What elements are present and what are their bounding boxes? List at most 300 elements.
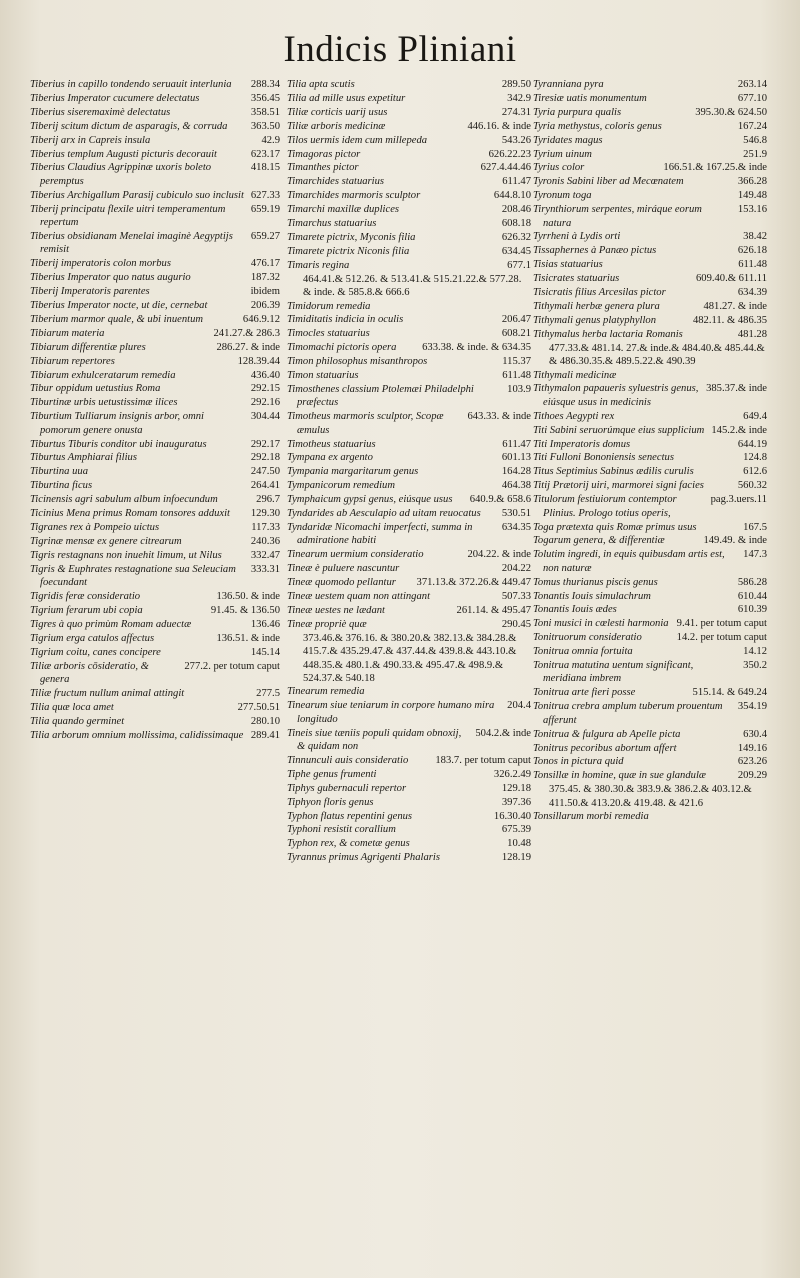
index-entry [533,493,767,520]
entry-text: Tympanicorum remedium [287,480,395,492]
index-entry [533,230,767,243]
entry-text: Tiphe genus frumenti [287,768,377,780]
entry-reference: 634.45 [501,245,531,257]
index-entry [30,271,280,284]
entry-text: Tisias statuarius [533,259,603,271]
entry-text: Tyronum toga [533,190,592,202]
index-entry [533,382,767,409]
entry-text: Tisicrates statuarius [533,273,620,285]
entry-text: Tigrium coitu, canes concipere [30,646,161,658]
entry-text: Tyria purpura qualis [533,106,622,118]
entry-text: Tyridates magus [533,134,603,146]
entry-reference: 145.14 [250,646,280,658]
index-entry [533,244,767,257]
entry-text: Tineæ uestem quam non attingant [287,591,431,603]
entry-text: Titi Fulloni Bononiensis senectus [533,452,674,464]
index-entry [287,699,531,726]
index-entry [533,576,767,589]
entry-text: Tithymali medicinæ [533,369,617,381]
index-entry [533,700,767,727]
index-entry [287,120,531,133]
index-entry [287,189,531,202]
entry-reference: 296.7 [256,494,280,506]
entry-text: Tithymali genus platyphyllon [533,314,656,326]
index-entry [287,175,531,188]
entry-reference: 644.19 [737,438,767,450]
index-entry [30,313,280,326]
entry-reference: 247.50 [250,466,280,478]
index-entry [287,632,531,699]
entry-text: Titij Prætorij uiri, marmorei signi facies [533,480,704,492]
entry-text: Tonitrua crebra amplum tuberum prouentum afferunt [533,701,723,726]
index-entry [30,618,280,631]
index-entry [533,631,767,644]
index-entry [30,563,280,590]
entry-reference: 288.34 [250,79,280,90]
index-entry [287,148,531,161]
entry-reference: 633.38. & inde. & 634.35 [422,342,531,354]
entry-text: Tinnunculi auis consideratio [287,754,409,766]
entry-reference: 630.4 [743,728,767,740]
entry-text: Tyrannus primus Agrigenti Phalaris [287,852,440,864]
entry-text: Tinearum uermium consideratio [287,549,424,561]
entry-text: Togarum genera, & differentiæ [533,535,665,547]
entry-reference: 363.50 [250,120,280,132]
entry-text: Tigranes rex à Pompeio uictus [30,522,160,533]
entry-text: Tiberius Archigallum Parasij cubiculo suo inclusit [30,189,244,201]
index-entry [533,106,767,119]
entry-reference: 290.45 [501,618,531,630]
index-entry [533,328,767,341]
index-entry [30,687,280,700]
entry-reference: 342.9 [507,92,531,104]
entry-text: Tigridis feræ consideratio [30,591,141,603]
entry-reference: 136.46 [250,618,280,630]
entry-reference: 167.24 [737,120,767,132]
entry-reference: 546.8 [743,134,767,146]
entry-reference: 366.28 [737,176,767,188]
index-entry [287,837,531,850]
entry-reference: 277.5 [256,687,280,699]
entry-reference: 187.32 [250,272,280,284]
index-entry [30,451,280,464]
index-entry [533,728,767,741]
index-entry [30,410,280,437]
entry-text: Tyrrheni à Lydis orti [533,231,621,243]
entry-reference: 14.12 [743,646,767,658]
index-entry [533,742,767,755]
index-entry [287,507,531,520]
index-entry [533,645,767,658]
index-entry [30,549,280,562]
entry-text: Tiliæ arboris medicinæ [287,120,386,132]
entry-text: Tyndaridæ Nicomachi imperfecti, summa in admiratione habiti [287,522,473,547]
entry-reference: 560.32 [737,480,767,492]
entry-reference: 240.36 [250,535,280,547]
index-column-right [533,78,767,824]
index-entry [30,257,280,270]
entry-reference: 264.41 [250,480,280,492]
entry-text: Tilia quæ loca amet [30,701,114,713]
index-entry [30,106,280,119]
index-entry [287,754,531,767]
entry-text: Tiberius Imperator cucumere delectatus [30,92,200,104]
entry-reference: 91.45. & 136.50 [210,604,280,616]
entry-reference: 14.2. per totum caput [676,632,767,644]
entry-reference: 608.18 [501,218,531,230]
entry-reference: 292.18 [250,452,280,464]
entry-text: Tiburtus Tiburis conditor ubi inauguratus [30,438,207,450]
entry-reference: 397.36 [501,796,531,808]
entry-text: Timarchus statuarius [287,218,377,230]
entry-text: Tigris & Euphrates restagnatione sua Seleuciam foecundant [30,563,236,589]
entry-reference: 627.4.44.46 [480,162,531,174]
entry-text: Tineæ uestes ne lædant [287,604,385,616]
entry-reference: 263.14 [737,79,767,90]
index-entry [287,106,531,119]
entry-text: Timidorum remedia [287,300,371,312]
entry-reference: 477.33.& 481.14. 27.& inde.& 484.40.& 485.44.& & 486.30.35.& 489.5.22.& 490.39 [549,342,765,368]
index-entry [30,438,280,451]
entry-reference: 128.19 [501,852,531,864]
index-entry [287,78,531,91]
index-entry [533,175,767,188]
entry-text: Tonsillarum morbi remedia [533,811,649,823]
entry-text: Ticinensis agri sabulum album infoecundum [30,494,218,506]
index-entry [287,823,531,836]
page-title: Indicis Pliniani [283,29,517,70]
index-entry [533,451,767,464]
entry-reference: 286.27. & inde [216,341,280,353]
entry-text: Tomus thurianus piscis genus [533,576,658,588]
index-entry [533,659,767,686]
entry-reference: 103.9 [507,383,531,395]
entry-text: Tyranniana pyra [533,79,604,90]
index-entry [533,521,767,534]
entry-reference: 356.45 [250,92,280,104]
entry-reference: 206.39 [250,300,280,311]
entry-reference: 42.9 [261,134,280,146]
entry-text: Timosthenes classium Ptolemæi Philadelphi præfectus [287,383,474,409]
entry-reference: 610.39 [737,604,767,616]
entry-reference: 149.49. & inde [703,535,767,547]
entry-text: Tissaphernes à Panæo pictus [533,245,657,257]
entry-reference: 149.16 [737,742,767,754]
index-entry [30,660,280,687]
entry-reference: 145.2.& inde [711,424,767,436]
index-entry [30,189,280,202]
entry-text: Titi Imperatoris domus [533,438,631,450]
entry-reference: 209.29 [737,770,767,782]
entry-reference: pag.3.uers.11 [710,494,767,506]
entry-reference: 623.17 [250,148,280,160]
entry-reference: 476.17 [250,258,280,270]
entry-text: Typhon rex, & cometæ genus [287,838,410,850]
entry-reference: 482.11. & 486.35 [692,314,767,326]
index-entry [287,576,531,589]
entry-text: Tilia arborum omnium mollissima, calidissimaque [30,729,244,741]
index-entry [533,148,767,161]
entry-reference: 289.41 [250,729,280,741]
entry-text: Tinearum siue teniarum in corpore humano mira longitudo [287,700,495,725]
index-entry [533,189,767,202]
entry-text: Tithymalon papaueris syluestris genus, eiúsque usus in medicinis [533,383,699,408]
entry-text: Tibiarum materia [30,327,105,339]
entry-text: Tirynthiorum serpentes, miráque eorum natura [533,204,702,229]
entry-text: Tiberius Claudius Agrippinæ uxoris boleto peremptus [30,162,212,187]
entry-text: Tonitrus pecoribus abortum affert [533,742,677,754]
entry-reference: 677.1 [507,259,531,271]
entry-text: Typhoni resistit corallium [287,824,396,836]
entry-text: Timarchides statuarius [287,176,385,188]
entry-reference: 626.18 [737,245,767,257]
entry-text: Tiliæ corticis uarij usus [287,106,388,118]
entry-text: Tilia quando germinet [30,715,125,727]
entry-reference: 129.30 [250,508,280,520]
entry-text: Tibiarum differentiæ plures [30,341,146,353]
entry-reference: 38.42 [743,231,767,243]
entry-text: Titus Septimius Sabinus ædilis curulis [533,466,694,478]
index-entry [287,161,531,174]
entry-reference: 261.14. & 495.47 [456,604,531,616]
entry-reference: 9.41. per totum caput [676,618,767,630]
entry-reference: 640.9.& 658.6 [469,494,531,506]
entry-text: Tiburtus Amphiarai filius [30,452,137,464]
index-entry [287,618,531,631]
entry-reference: 543.26 [501,134,531,146]
entry-text: Timomachi pictoris opera [287,342,397,354]
entry-reference: 608.21 [501,328,531,340]
index-entry [533,424,767,437]
index-entry [287,92,531,105]
entry-text: Tonsillæ in homine, quæ in sue glandulæ [533,770,706,782]
entry-text: Ticinius Mena primus Romam tonsores adduxit [30,508,231,520]
entry-text: Tiburtina uua [30,466,88,478]
entry-text: Tiphyon floris genus [287,796,374,808]
entry-text: Tiliæ fructum nullum animal attingit [30,687,185,699]
entry-text: Titi Sabini seruorúmque eius supplicium [533,424,705,436]
index-entry [30,355,280,368]
entry-reference: 601.13 [501,452,531,464]
entry-reference: 147.3 [743,549,767,561]
index-entry [533,78,767,91]
entry-reference: 204.22. & inde [467,549,531,561]
entry-reference: 436.40 [250,369,280,381]
entry-reference: 164.28 [501,466,531,478]
index-entry [533,438,767,451]
entry-text: Tigrium ferarum ubi copia [30,604,143,616]
entry-text: Titulorum festiuiorum contemptor Plinius. Prologo totius operis, [533,494,677,519]
entry-text: Tonantis Iouis ædes [533,604,617,616]
entry-text: Tiberij Imperatoris parentes [30,286,150,298]
entry-text: Tigrium erga catulos affectus [30,632,155,644]
entry-reference: 626.22.23 [488,148,531,160]
entry-text: Tiburtina ficus [30,480,93,492]
index-entry [533,783,767,823]
index-entry [287,851,531,864]
index-entry [287,782,531,795]
entry-reference: 634.39 [737,287,767,299]
entry-text: Tineæ è puluere nascuntur [287,563,400,575]
entry-text: Timanthes pictor [287,162,359,174]
index-entry [533,92,767,105]
entry-text: Tiberium marmor quale, & ubi inuentum [30,313,204,325]
index-entry [30,120,280,133]
entry-text: Tigrinæ mensæ ex genere citrearum [30,535,182,547]
entry-reference: 292.16 [250,397,280,409]
index-entry [533,465,767,478]
entry-reference: 128.39.44 [237,355,280,367]
entry-reference: 115.37 [502,356,531,368]
entry-text: Tiphys gubernaculi repertor [287,782,407,794]
index-entry [287,341,531,354]
entry-reference: 277.2. per totum caput [184,660,280,672]
entry-reference: 16.30.40 [493,810,531,822]
index-entry [533,342,767,382]
index-entry [287,369,531,382]
entry-text: Tonitrua matutina uentum significant, meridiana imbrem [533,660,694,685]
entry-text: Tiburtinæ urbis uetustissimæ ilices [30,397,178,409]
entry-text: Tiburtium Tulliarum insignis arbor, omni pomorum genere onusta [30,411,204,436]
entry-reference: 659.19 [250,203,280,215]
entry-reference: 515.14. & 649.24 [692,687,767,699]
entry-reference: 611.47 [502,438,531,450]
index-entry [287,810,531,823]
index-entry [30,604,280,617]
index-entry [287,727,531,754]
entry-text: Tineis siue tæniis populi quidam obnoxij, & quidam non [287,727,462,752]
index-entry [30,285,280,298]
entry-text: Tisicratis filius Arcesilas pictor [533,287,666,299]
entry-reference: 446.16. & inde [467,120,531,132]
entry-text: Tiberius in capillo tondendo seruauit interlunia [30,79,232,90]
entry-reference: 646.9.12 [242,313,280,325]
entry-reference: 292.17 [250,438,280,450]
index-entry [30,299,280,312]
entry-text: Timiditatis indicia in oculis [287,314,404,326]
index-entry [287,768,531,781]
entry-reference: 136.50. & inde [216,591,280,603]
entry-reference: 649.4 [743,410,767,422]
index-entry [30,521,280,534]
entry-reference: 481.27. & inde [703,301,767,312]
entry-text: Tonantis Iouis simulachrum [533,590,651,602]
entry-reference: 677.10 [737,92,767,104]
entry-text: Tyria methystus, coloris genus [533,120,662,132]
index-entry [30,78,280,91]
entry-text: Timocles statuarius [287,328,370,340]
entry-text: Timarete pictrix Niconis filia [287,245,410,257]
index-entry [287,273,531,313]
entry-text: Tyndarides ab Aesculapio ad uitam reuocatus [287,508,481,520]
entry-text: Tonitrua arte fieri posse [533,687,636,699]
index-entry [30,148,280,161]
entry-reference: 167.5 [743,521,767,533]
entry-reference: 418.15 [250,162,280,174]
entry-reference: 204.4 [507,700,531,712]
entry-reference: 375.45. & 380.30.& 383.9.& 386.2.& 403.12.& 411.50.& 413.20.& 419.48. & 421.6 [549,784,752,809]
entry-reference: 644.8.10 [493,190,531,202]
index-entry [287,203,531,216]
index-entry [533,590,767,603]
entry-reference: 208.46 [501,204,531,216]
entry-text: Tineæ propriè quæ [287,618,367,630]
entry-reference: 373.46.& 376.16. & 380.20.& 382.13.& 384.28.& 415.7.& 435.29.47.& 437.44.& 439.8.& 443.10.& 448.35.& 480.1.& 490.33.& 495.47.& 498.9.& 524.37.& 540.18 [303,632,517,684]
index-entry [533,272,767,285]
index-entry [287,604,531,617]
entry-reference: 611.48 [502,370,531,382]
entry-text: Timagoras pictor [287,148,361,160]
index-entry [30,493,280,506]
entry-text: Timaris regina [287,259,350,271]
entry-reference: 124.8 [743,452,767,464]
entry-text: Tyrius color [533,162,585,174]
entry-text: Tiliæ arboris cōsideratio, & genera [30,660,149,685]
index-entry [287,134,531,147]
entry-text: Tonitrua & fulgura ab Apelle picta [533,728,681,740]
entry-reference: 129.18 [501,782,531,794]
entry-reference: 609.40.& 611.11 [695,273,767,285]
entry-reference: 504.2.& inde [475,727,531,739]
entry-text: Tiberius obsidianam Menelai imaginè Aegyptijs remisit [30,230,233,256]
entry-reference: ibidem [250,286,280,298]
entry-text: Tiresiæ uatis monumentum [533,92,647,104]
entry-text: Tiberius Imperator nocte, ut die, cernebat [30,300,208,311]
entry-text: Tonos in pictura quid [533,756,624,768]
index-entry [287,562,531,575]
entry-text: Tithoes Aegypti rex [533,410,615,422]
entry-reference: 277.50.51 [237,701,280,713]
entry-reference: 643.33. & inde [467,411,531,423]
index-entry [533,161,767,174]
entry-reference: 326.2.49 [493,768,531,780]
entry-reference: 136.51. & inde [216,632,280,644]
index-entry [533,534,767,547]
index-entry [287,796,531,809]
entry-text: Tiberius Imperator quo natus augurio [30,272,191,284]
index-entry [287,217,531,230]
index-entry [533,755,767,768]
entry-text: Tibiarum repertores [30,355,115,367]
index-entry [30,134,280,147]
index-entry [533,134,767,147]
index-entry [30,465,280,478]
entry-text: Timon philosophus misanthropos [287,356,428,368]
entry-text: Tigres à quo primùm Romam aduectæ [30,618,192,630]
entry-reference: 304.44 [250,411,280,423]
entry-reference: 153.16 [737,204,767,216]
entry-text: Toga prætexta quis Romæ primus usus [533,521,697,533]
entry-text: Timarete pictrix, Myconis filia [287,231,416,243]
entry-reference: 149.48 [737,190,767,202]
index-entry [287,245,531,258]
entry-reference: 611.48 [738,259,767,271]
entry-reference: 464.38 [501,480,531,492]
entry-text: Tiberius templum Augusti picturis decorauit [30,148,217,160]
index-entry [30,535,280,548]
entry-text: Tymphaicum gypsi genus, eiúsque usus [287,494,453,506]
index-entry [287,410,531,437]
index-entry [533,300,767,313]
entry-text: Tympania margaritarum genus [287,466,419,478]
entry-text: Timarchides marmoris sculptor [287,190,421,202]
entry-text: Tithymali herbæ genera plura [533,301,660,312]
index-entry [30,382,280,395]
entry-text: Tithymalus herba lactaria Romanis [533,328,683,340]
index-entry [287,313,531,326]
entry-reference: 530.51 [501,508,531,520]
index-entry [533,286,767,299]
